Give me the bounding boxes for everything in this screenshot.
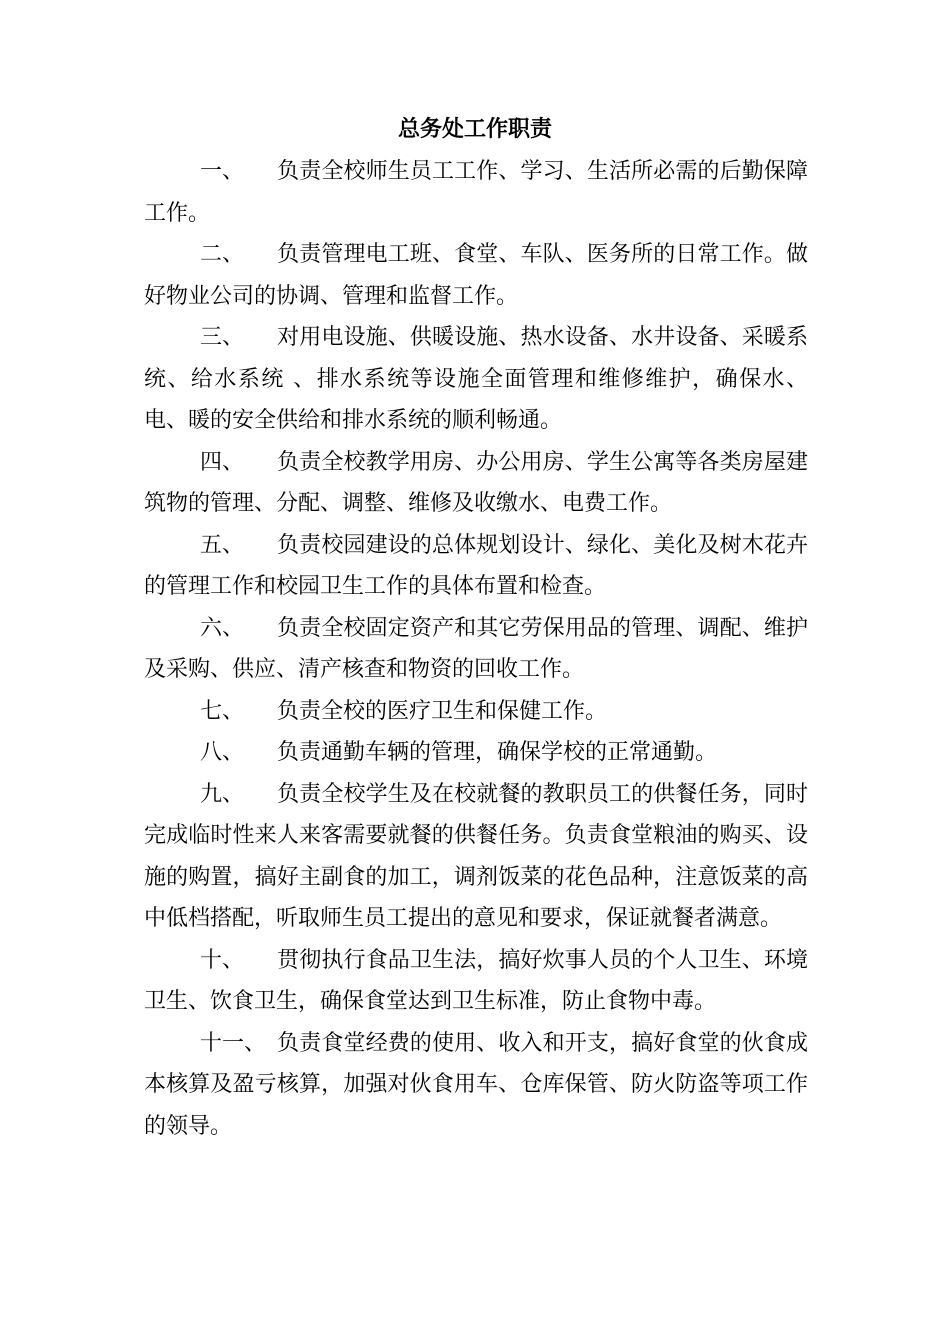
- duty-number: 十、: [200, 947, 245, 973]
- duty-list: [144, 151, 808, 1147]
- duty-number: 一、: [200, 159, 245, 184]
- duty-item-3: [144, 317, 808, 442]
- duty-item-1: [144, 151, 808, 234]
- duty-text: 负责管理电工班、食堂、车队、医务所的日常工作。做好物业公司的协调、管理和监督工作。: [144, 242, 808, 309]
- duty-number: 四、: [200, 449, 245, 475]
- duty-text: 负责食堂经费的使用、收入和开支，搞好食堂的伙食成本核算及盈亏核算，加强对伙食用车、仓库保管、防火防盗等项工作的领导。: [144, 1030, 808, 1139]
- duty-number: 九、: [200, 781, 245, 807]
- duty-text: 负责全校学生及在校就餐的教职员工的供餐任务，同时完成临时性来人来客需要就餐的供餐任务。负责食堂粮油的购买、设施的购置，搞好主副食的加工，调剂饭菜的花色品种，注意饭菜的高中低档搭配，听取师生员工提出的意见和要求，保证就餐者满意。: [144, 781, 808, 931]
- duty-text: 负责全校的医疗卫生和保健工作。: [277, 698, 608, 724]
- duty-text: 负责校园建设的总体规划设计、绿化、美化及树木花卉的管理工作和校园卫生工作的具体布置和检查。: [144, 532, 808, 599]
- duty-number: 三、: [200, 325, 245, 350]
- duty-item-8: [144, 732, 808, 774]
- duty-item-9: [144, 774, 808, 940]
- duty-text: 对用电设施、供暖设施、热水设备、水井设备、采暖系统、给水系统 、排水系统等设施全面管理和维修维护，确保水、电、暖的安全供给和排水系统的顺利畅通。: [144, 325, 808, 433]
- duty-number: 八、: [200, 740, 245, 765]
- duty-item-5: [144, 525, 808, 608]
- duty-item-10: [144, 940, 808, 1023]
- duty-text: 负责全校师生员工工作、学习、生活所必需的后勤保障工作。: [144, 159, 808, 226]
- duty-text: 贯彻执行食品卫生法，搞好炊事人员的个人卫生、环境卫生、饮食卫生，确保食堂达到卫生标准，防止食物中毒。: [144, 947, 808, 1014]
- duty-number: 五、: [200, 532, 245, 558]
- duty-number: 六、: [200, 615, 245, 641]
- duty-item-2: [144, 234, 808, 317]
- page-title: 总务处工作职责: [397, 117, 552, 142]
- duty-text: 负责通勤车辆的管理，确保学校的正常通勤。: [277, 740, 718, 765]
- duty-text: 负责全校固定资产和其它劳保用品的管理、调配、维护及采购、供应、清产核查和物资的回收工作。: [144, 615, 808, 682]
- duty-item-11: [144, 1023, 808, 1148]
- duty-item-6: [144, 608, 808, 691]
- duty-number: 七、: [200, 698, 245, 724]
- duty-number: 二、: [200, 242, 245, 267]
- duty-text: 负责全校教学用房、办公用房、学生公寓等各类房屋建筑物的管理、分配、调整、维修及收缴水、电费工作。: [144, 449, 808, 516]
- duty-item-7: [144, 691, 808, 733]
- duty-item-4: [144, 442, 808, 525]
- duty-number: 十一、: [200, 1030, 267, 1056]
